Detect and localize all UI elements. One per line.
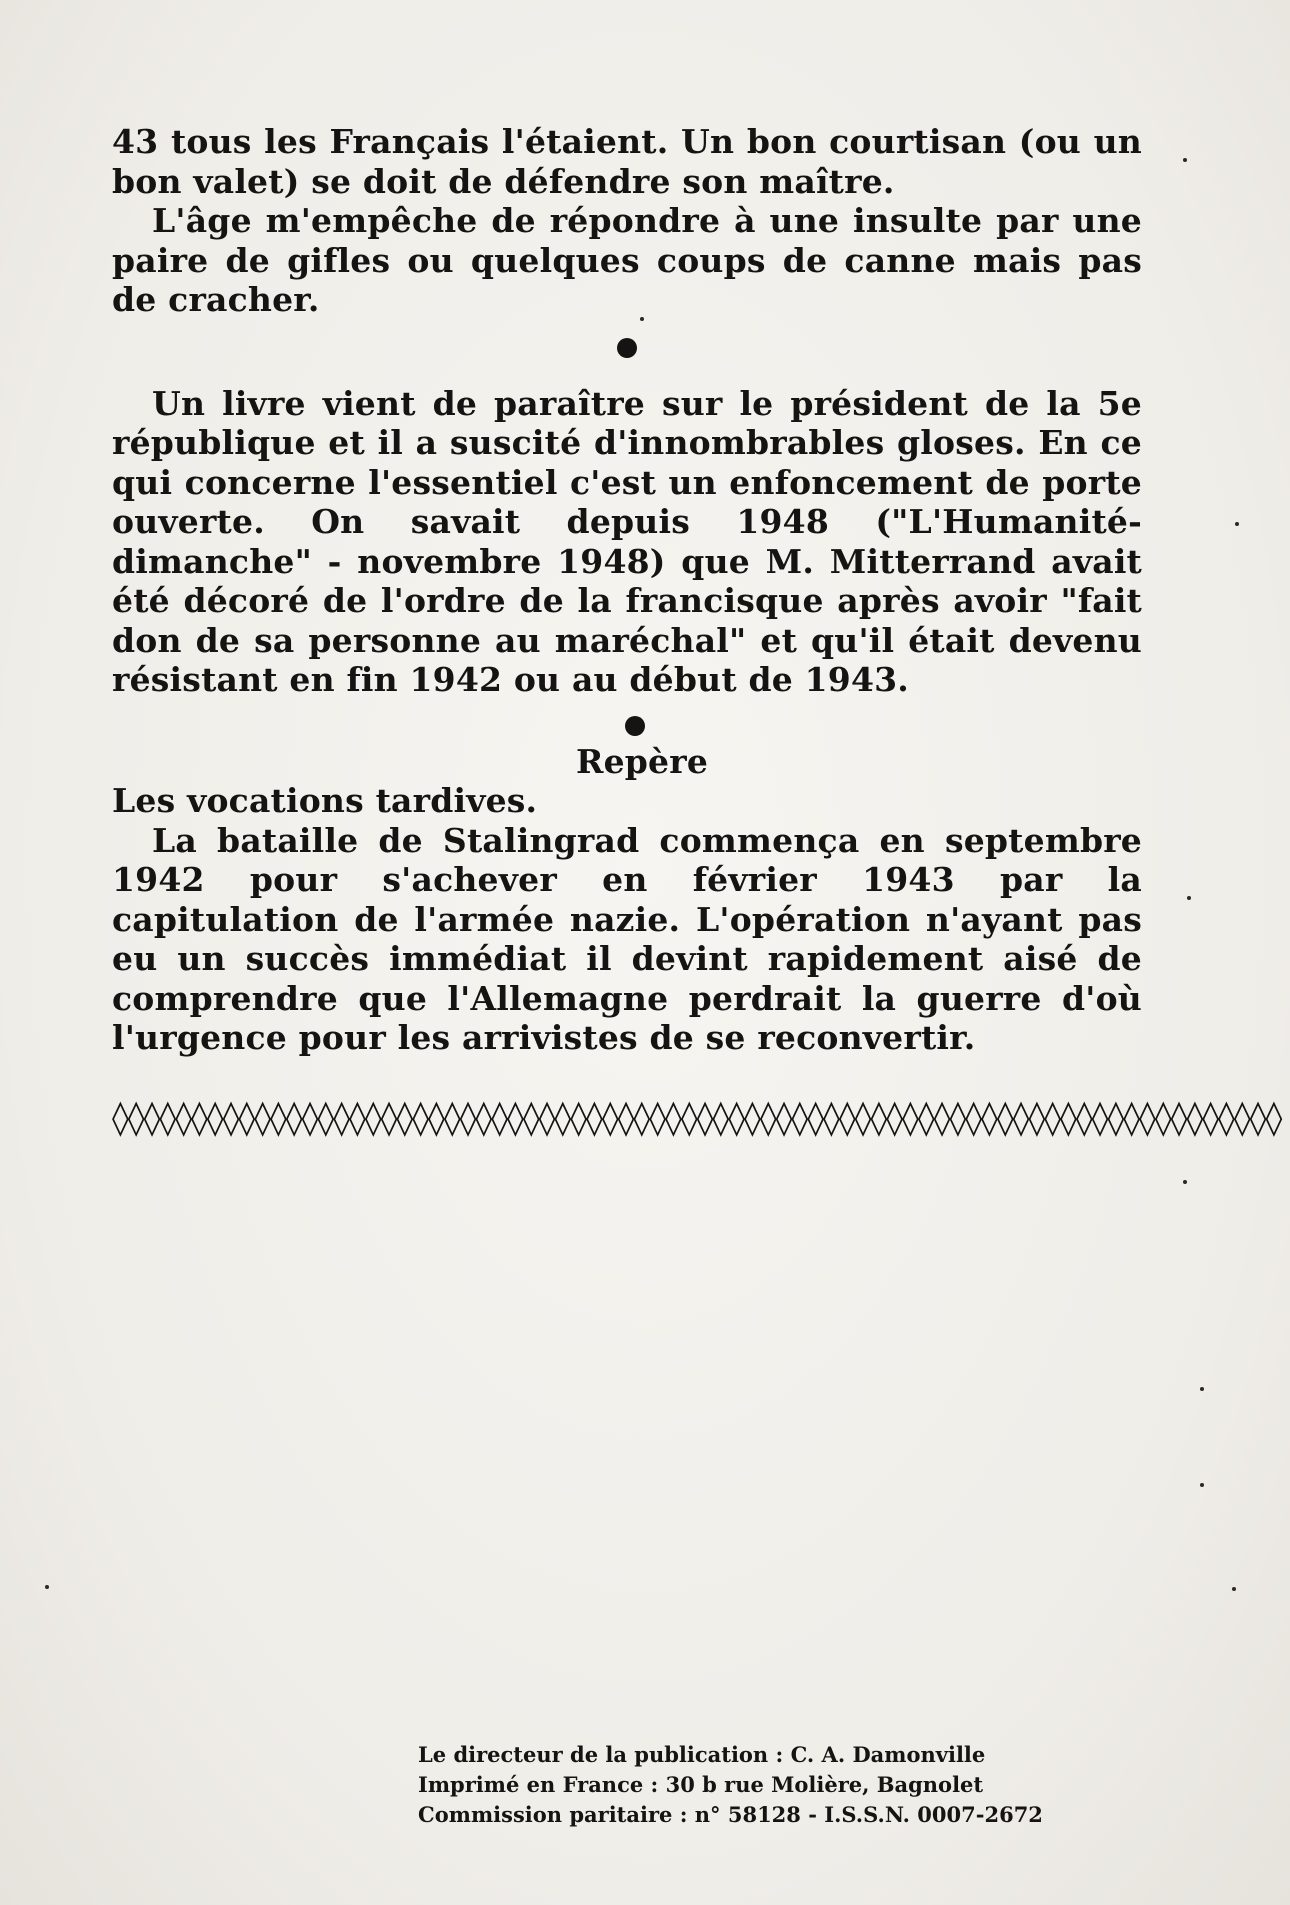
scan-speck — [1200, 1483, 1204, 1487]
colophon-commission: Commission paritaire : n° 58128 - I.S.S.N. 0007-2672 — [418, 1802, 1043, 1827]
scan-speck — [640, 317, 644, 321]
scan-speck — [45, 1585, 49, 1589]
scan-speck — [1183, 158, 1187, 162]
bullet-separator-2 — [625, 716, 645, 736]
colophon-director: Le directeur de la publication : C. A. Damonville — [418, 1742, 986, 1767]
scan-speck — [1187, 896, 1191, 900]
scan-speck — [1200, 1387, 1204, 1391]
scan-speck — [1183, 1180, 1187, 1184]
scan-speck — [1235, 522, 1239, 526]
colophon-printer: Imprimé en France : 30 b rue Molière, Bagnolet — [418, 1772, 984, 1797]
text-column — [112, 122, 1282, 1138]
paragraph-3: Un livre vient de paraître sur le président de la 5e république et il a suscité d'innombrables gloses. En ce qui concerne l'essentiel c'est un enfoncement de porte ouverte. On savait depuis 1948 ("L'Humanité-dimanche" - novembre 1948) que M. Mitterrand avait été décoré de l'ordre de la francisque après avoir "fait don de sa personne au maréchal" et qu'il était devenu résistant en fin 1942 ou au début de 1943. — [112, 383, 1142, 699]
bullet-separator-1 — [617, 338, 637, 358]
colophon — [418, 1740, 1138, 1830]
paragraph-5: La bataille de Stalingrad commença en septembre 1942 pour s'achever en février 1943 par la capitulation de l'armée nazie. L'opération n'ayant pas eu un succès immédiat il devint rapidement aisé de comprendre que l'Allemagne perdrait la guerre d'où l'urgence pour les arrivistes de se reconvertir. — [112, 820, 1142, 1057]
scan-speck — [1232, 1587, 1236, 1591]
paragraph-2: L'âge m'empêche de répondre à une insulte par une paire de gifles ou quelques coups de canne mais pas de cracher. — [112, 201, 1142, 319]
paragraph-1: 43 tous les Français l'étaient. Un bon courtisan (ou un bon valet) se doit de défendre son maître. — [112, 122, 1142, 201]
diamond-rule: ◊◊◊◊◊◊◊◊◊◊◊◊◊◊◊◊◊◊◊◊◊◊◊◊◊◊◊◊◊◊◊◊◊◊◊◊◊◊◊◊◊◊◊◊◊◊◊◊◊◊◊◊◊◊◊◊◊◊◊◊◊◊◊◊◊◊◊◊◊◊◊◊◊◊ — [112, 1097, 1282, 1138]
paragraph-4: Les vocations tardives. — [112, 781, 538, 820]
section-heading: Repère — [575, 741, 709, 781]
